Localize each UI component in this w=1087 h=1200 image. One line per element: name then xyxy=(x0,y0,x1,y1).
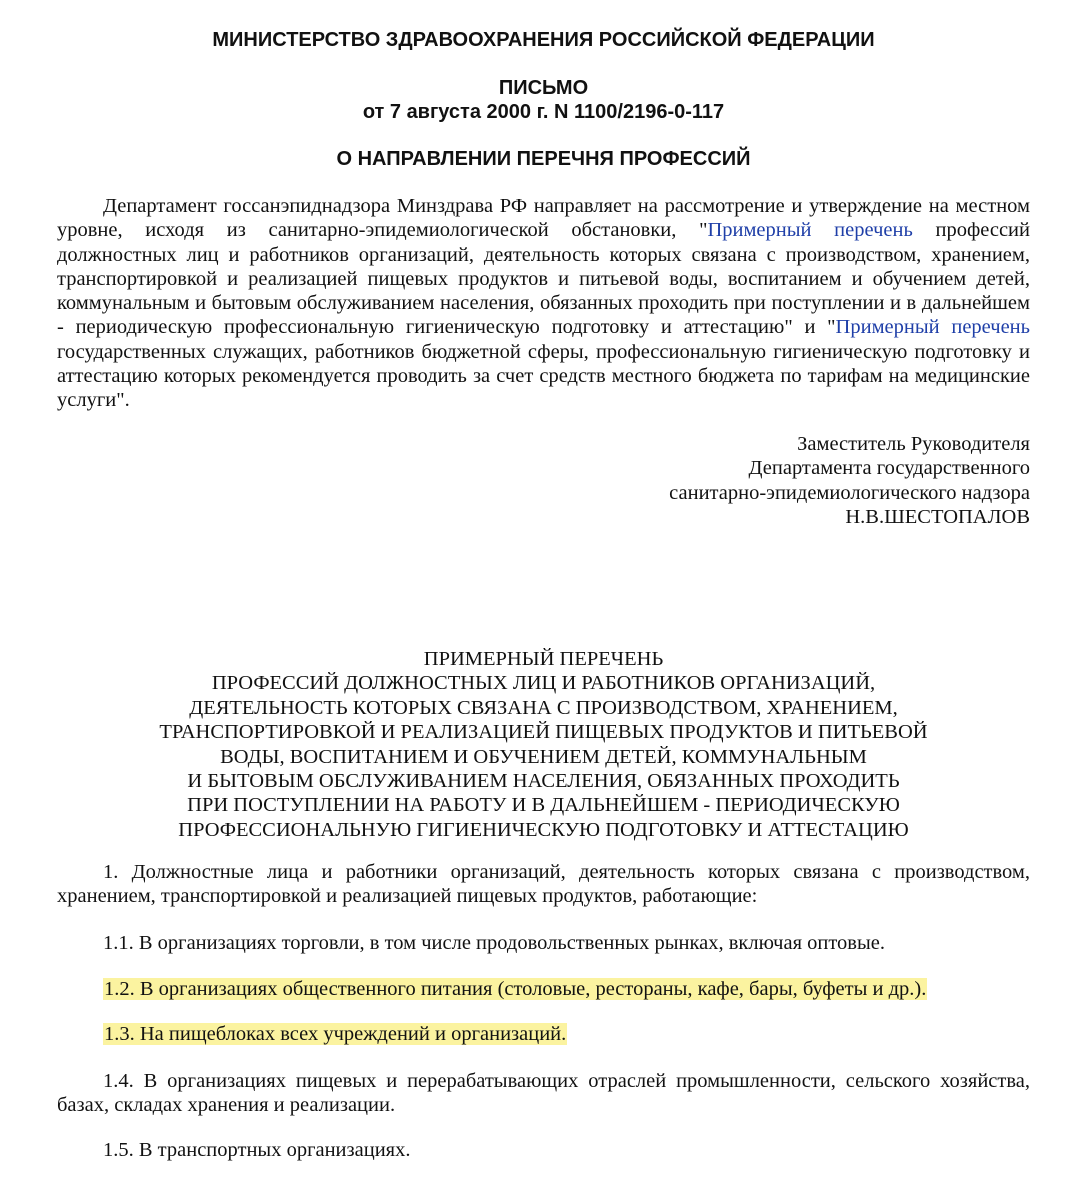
ministry-heading: МИНИСТЕРСТВО ЗДРАВООХРАНЕНИЯ РОССИЙСКОЙ ФЕДЕРАЦИИ xyxy=(212,29,875,51)
list-title-line: ПРОФЕССИЙ ДОЛЖНОСТНЫХ ЛИЦ И РАБОТНИКОВ ОРГАНИЗАЦИЙ, xyxy=(211,672,876,695)
signature-block xyxy=(57,432,1030,529)
highlighted-text: 1.2. В организациях общественного питания (столовые, рестораны, кафе, бары, буфеты и др.). xyxy=(104,978,927,1000)
list-title xyxy=(57,647,1030,842)
intro-text-3: государственных служащих, работников бюджетной сферы, профессиональную гигиеническую подготовку и аттестацию которых рекомендуется проводить за счет средств местного бюджета по тарифам на медицинские услуги". xyxy=(57,340,1030,412)
list-title-line: ТРАНСПОРТИРОВКОЙ И РЕАЛИЗАЦИЕЙ ПИЩЕВЫХ ПРОДУКТОВ И ПИТЬЕВОЙ xyxy=(159,721,928,744)
list-item-1: 1. Должностные лица и работники организаций, деятельность которых связана с производством, хранением, транспортировкой и реализацией пищевых продуктов, работающие: xyxy=(57,861,1030,908)
intro-paragraph xyxy=(57,194,1030,413)
list-item-1-3 xyxy=(57,1022,1030,1046)
letter-subject: О НАПРАВЛЕНИИ ПЕРЕЧНЯ ПРОФЕССИЙ xyxy=(336,148,751,170)
list-title-line: ДЕЯТЕЛЬНОСТЬ КОТОРЫХ СВЯЗАНА С ПРОИЗВОДСТВОМ, ХРАНЕНИЕМ, xyxy=(189,696,898,719)
approx-list-link-1[interactable]: Примерный перечень xyxy=(707,219,913,242)
letter-heading xyxy=(57,76,1030,124)
list-item-1-2 xyxy=(57,977,1030,1001)
signature-line: Департамента государственного xyxy=(748,457,1030,480)
list-title-line: ПРИ ПОСТУПЛЕНИИ НА РАБОТУ И В ДАЛЬНЕЙШЕМ - ПЕРИОДИЧЕСКУЮ xyxy=(187,794,900,817)
doc-type: ПИСЬМО xyxy=(498,77,589,99)
intro-text-1: Департамент госсанэпиднадзора Минздрава РФ направляет на рассмотрение и утверждение на местном уровне, исходя из санитарно-эпидемиологической обстановки, " xyxy=(57,195,1030,242)
doc-date-number: от 7 августа 2000 г. N 1100/2196-0-117 xyxy=(362,101,725,123)
list-title-line: ПРИМЕРНЫЙ ПЕРЕЧЕНЬ xyxy=(423,648,664,670)
signatory-name: Н.В.ШЕСТОПАЛОВ xyxy=(845,505,1030,528)
highlighted-text: 1.3. На пищеблоках всех учреждений и организаций. xyxy=(104,1023,567,1045)
list-title-line: ПРОФЕССИОНАЛЬНУЮ ГИГИЕНИЧЕСКУЮ ПОДГОТОВКУ И АТТЕСТАЦИЮ xyxy=(178,818,909,841)
list-item-1-5: 1.5. В транспортных организациях. xyxy=(103,1139,411,1161)
list-title-line: ВОДЫ, ВОСПИТАНИЕМ И ОБУЧЕНИЕМ ДЕТЕЙ, КОММУНАЛЬНЫМ xyxy=(220,745,867,768)
signature-line: санитарно-эпидемиологического надзора xyxy=(669,481,1030,504)
intro-text-2: профессий должностных лиц и работников организаций, деятельность которых связана с производством, хранением, транспортировкой и реализацией пищевых продуктов и питьевой воды, воспитанием и обучением детей, коммунальным и бытовым обслуживанием населения, обязанных проходить при поступлении и в дальнейшем - периодическую профессиональную гигиеническую подготовку и аттестацию" и " xyxy=(57,219,1030,339)
list-item-1-4: 1.4. В организациях пищевых и перерабатывающих отраслей промышленности, сельского хозяйства, базах, складах хранения и реализации. xyxy=(57,1070,1030,1117)
signature-line: Заместитель Руководителя xyxy=(797,433,1030,455)
list-item-1-1: 1.1. В организациях торговли, в том числе продовольственных рынках, включая оптовые. xyxy=(103,932,885,954)
list-title-line: И БЫТОВЫМ ОБСЛУЖИВАНИЕМ НАСЕЛЕНИЯ, ОБЯЗАННЫХ ПРОХОДИТЬ xyxy=(187,770,900,793)
approx-list-link-2[interactable]: Примерный перечень xyxy=(835,316,1030,339)
